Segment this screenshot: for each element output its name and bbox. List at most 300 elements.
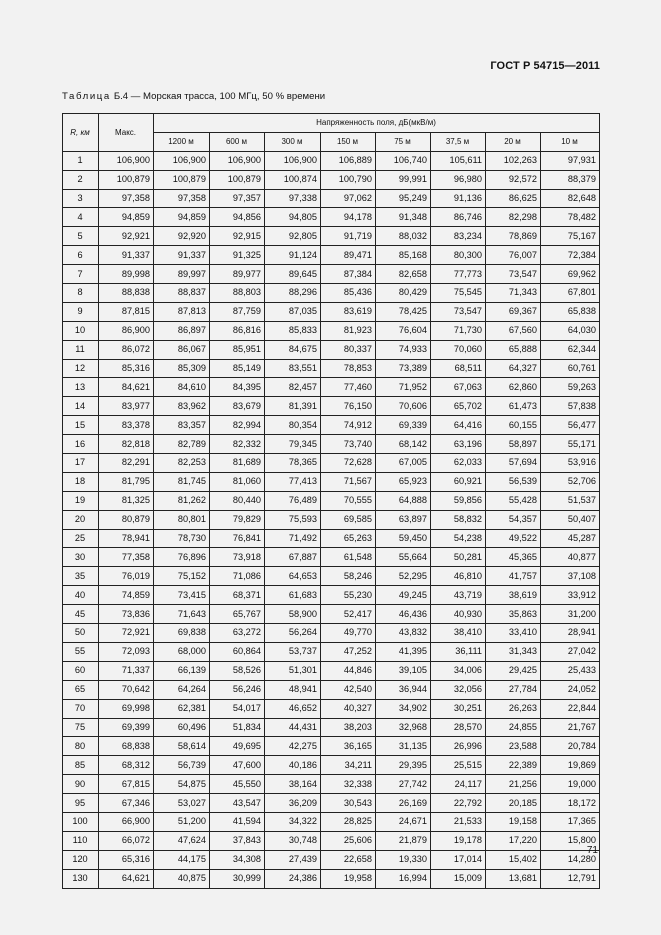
value-cell: 51,834	[210, 718, 265, 737]
value-cell: 29,425	[486, 661, 541, 680]
value-cell: 81,060	[210, 472, 265, 491]
table-row	[63, 586, 600, 605]
table-row	[63, 775, 600, 794]
value-cell: 73,740	[321, 435, 376, 454]
value-cell: 89,998	[99, 265, 154, 284]
value-cell: 15,009	[431, 869, 486, 888]
value-cell: 87,759	[210, 302, 265, 321]
value-cell: 48,941	[265, 680, 321, 699]
value-cell: 83,378	[99, 416, 154, 435]
value-cell: 85,168	[376, 246, 431, 265]
table-row	[63, 227, 600, 246]
value-cell: 20,185	[486, 794, 541, 813]
distance-km-cell: 7	[63, 265, 99, 284]
value-cell: 22,844	[541, 699, 600, 718]
table-row	[63, 246, 600, 265]
value-cell: 82,332	[210, 435, 265, 454]
value-cell: 73,918	[210, 548, 265, 567]
value-cell: 81,923	[321, 321, 376, 340]
value-cell: 27,439	[265, 850, 321, 869]
table-row	[63, 189, 600, 208]
value-cell: 54,238	[431, 529, 486, 548]
value-cell: 64,621	[99, 869, 154, 888]
value-cell: 22,389	[486, 756, 541, 775]
value-cell: 77,358	[99, 548, 154, 567]
value-cell: 44,175	[154, 850, 210, 869]
value-cell: 68,511	[431, 359, 486, 378]
value-cell: 86,746	[431, 208, 486, 227]
value-cell: 31,135	[376, 737, 431, 756]
value-cell: 32,056	[431, 680, 486, 699]
value-cell: 86,816	[210, 321, 265, 340]
value-cell: 20,784	[541, 737, 600, 756]
col-header-distance: 37,5 м	[431, 132, 486, 151]
value-cell: 38,619	[486, 586, 541, 605]
value-cell: 80,429	[376, 284, 431, 303]
value-cell: 78,365	[265, 454, 321, 473]
value-cell: 78,482	[541, 208, 600, 227]
value-cell: 69,585	[321, 510, 376, 529]
value-cell: 42,540	[321, 680, 376, 699]
value-cell: 92,915	[210, 227, 265, 246]
distance-km-cell: 4	[63, 208, 99, 227]
value-cell: 34,211	[321, 756, 376, 775]
value-cell: 57,694	[486, 454, 541, 473]
table-row	[63, 850, 600, 869]
value-cell: 80,440	[210, 491, 265, 510]
value-cell: 42,275	[265, 737, 321, 756]
value-cell: 55,428	[486, 491, 541, 510]
value-cell: 26,996	[431, 737, 486, 756]
value-cell: 17,365	[541, 812, 600, 831]
value-cell: 85,436	[321, 284, 376, 303]
value-cell: 34,308	[210, 850, 265, 869]
value-cell: 26,169	[376, 794, 431, 813]
table-row	[63, 869, 600, 888]
value-cell: 27,042	[541, 642, 600, 661]
value-cell: 68,000	[154, 642, 210, 661]
table-row	[63, 661, 600, 680]
value-cell: 30,251	[431, 699, 486, 718]
value-cell: 45,365	[486, 548, 541, 567]
table-row	[63, 170, 600, 189]
value-cell: 53,916	[541, 454, 600, 473]
value-cell: 82,648	[541, 189, 600, 208]
value-cell: 86,900	[99, 321, 154, 340]
value-cell: 21,767	[541, 718, 600, 737]
value-cell: 60,864	[210, 642, 265, 661]
value-cell: 70,642	[99, 680, 154, 699]
value-cell: 56,539	[486, 472, 541, 491]
value-cell: 41,594	[210, 812, 265, 831]
value-cell: 65,702	[431, 397, 486, 416]
value-cell: 82,298	[486, 208, 541, 227]
value-cell: 53,027	[154, 794, 210, 813]
value-cell: 60,496	[154, 718, 210, 737]
value-cell: 64,416	[431, 416, 486, 435]
value-cell: 71,643	[154, 605, 210, 624]
value-cell: 75,593	[265, 510, 321, 529]
table-row	[63, 151, 600, 170]
value-cell: 87,815	[99, 302, 154, 321]
value-cell: 28,825	[321, 812, 376, 831]
value-cell: 39,105	[376, 661, 431, 680]
value-cell: 34,902	[376, 699, 431, 718]
value-cell: 59,856	[431, 491, 486, 510]
value-cell: 76,007	[486, 246, 541, 265]
value-cell: 64,888	[376, 491, 431, 510]
value-cell: 76,150	[321, 397, 376, 416]
col-header-max: Макс.	[99, 114, 154, 152]
value-cell: 15,800	[541, 831, 600, 850]
value-cell: 51,200	[154, 812, 210, 831]
value-cell: 97,338	[265, 189, 321, 208]
value-cell: 38,164	[265, 775, 321, 794]
value-cell: 17,220	[486, 831, 541, 850]
value-cell: 86,067	[154, 340, 210, 359]
col-header-distance: 150 м	[321, 132, 376, 151]
col-header-distance: 600 м	[210, 132, 265, 151]
table-row	[63, 397, 600, 416]
value-cell: 19,000	[541, 775, 600, 794]
value-cell: 57,838	[541, 397, 600, 416]
value-cell: 83,679	[210, 397, 265, 416]
col-header-r-label: R, км	[70, 127, 90, 137]
value-cell: 12,791	[541, 869, 600, 888]
value-cell: 91,337	[154, 246, 210, 265]
distance-km-cell: 45	[63, 605, 99, 624]
value-cell: 82,658	[376, 265, 431, 284]
value-cell: 22,792	[431, 794, 486, 813]
value-cell: 80,300	[431, 246, 486, 265]
value-cell: 81,745	[154, 472, 210, 491]
value-cell: 49,695	[210, 737, 265, 756]
distance-km-cell: 55	[63, 642, 99, 661]
value-cell: 69,399	[99, 718, 154, 737]
value-cell: 58,832	[431, 510, 486, 529]
value-cell: 67,063	[431, 378, 486, 397]
caption-label: Таблица	[62, 91, 111, 102]
table-row	[63, 208, 600, 227]
value-cell: 58,897	[486, 435, 541, 454]
distance-km-cell: 25	[63, 529, 99, 548]
table-row	[63, 359, 600, 378]
value-cell: 89,471	[321, 246, 376, 265]
distance-km-cell: 130	[63, 869, 99, 888]
value-cell: 74,912	[321, 416, 376, 435]
distance-km-cell: 12	[63, 359, 99, 378]
value-cell: 40,877	[541, 548, 600, 567]
value-cell: 86,897	[154, 321, 210, 340]
value-cell: 66,900	[99, 812, 154, 831]
value-cell: 72,093	[99, 642, 154, 661]
value-cell: 49,770	[321, 624, 376, 643]
value-cell: 92,921	[99, 227, 154, 246]
value-cell: 21,533	[431, 812, 486, 831]
value-cell: 89,977	[210, 265, 265, 284]
value-cell: 84,395	[210, 378, 265, 397]
value-cell: 105,611	[431, 151, 486, 170]
value-cell: 78,941	[99, 529, 154, 548]
distance-km-cell: 19	[63, 491, 99, 510]
value-cell: 78,869	[486, 227, 541, 246]
value-cell: 34,006	[431, 661, 486, 680]
value-cell: 77,413	[265, 472, 321, 491]
value-cell: 51,537	[541, 491, 600, 510]
value-cell: 74,859	[99, 586, 154, 605]
value-cell: 74,933	[376, 340, 431, 359]
value-cell: 70,060	[431, 340, 486, 359]
value-cell: 79,345	[265, 435, 321, 454]
value-cell: 94,856	[210, 208, 265, 227]
value-cell: 65,767	[210, 605, 265, 624]
distance-km-cell: 50	[63, 624, 99, 643]
value-cell: 24,117	[431, 775, 486, 794]
value-cell: 92,920	[154, 227, 210, 246]
value-cell: 76,604	[376, 321, 431, 340]
value-cell: 41,395	[376, 642, 431, 661]
value-cell: 69,962	[541, 265, 600, 284]
value-cell: 73,547	[431, 302, 486, 321]
value-cell: 83,551	[265, 359, 321, 378]
value-cell: 19,869	[541, 756, 600, 775]
value-cell: 67,560	[486, 321, 541, 340]
value-cell: 45,287	[541, 529, 600, 548]
distance-km-cell: 35	[63, 567, 99, 586]
value-cell: 71,337	[99, 661, 154, 680]
value-cell: 64,264	[154, 680, 210, 699]
value-cell: 66,072	[99, 831, 154, 850]
value-cell: 50,281	[431, 548, 486, 567]
value-cell: 82,789	[154, 435, 210, 454]
table-row	[63, 529, 600, 548]
table-row	[63, 472, 600, 491]
value-cell: 40,327	[321, 699, 376, 718]
value-cell: 40,930	[431, 605, 486, 624]
value-cell: 82,253	[154, 454, 210, 473]
value-cell: 54,357	[486, 510, 541, 529]
value-cell: 77,773	[431, 265, 486, 284]
value-cell: 78,730	[154, 529, 210, 548]
value-cell: 100,879	[99, 170, 154, 189]
distance-km-cell: 5	[63, 227, 99, 246]
value-cell: 78,425	[376, 302, 431, 321]
value-cell: 81,689	[210, 454, 265, 473]
value-cell: 72,628	[321, 454, 376, 473]
value-cell: 38,203	[321, 718, 376, 737]
value-cell: 58,246	[321, 567, 376, 586]
value-cell: 92,805	[265, 227, 321, 246]
value-cell: 43,832	[376, 624, 431, 643]
value-cell: 24,386	[265, 869, 321, 888]
value-cell: 75,167	[541, 227, 600, 246]
distance-km-cell: 11	[63, 340, 99, 359]
distance-km-cell: 6	[63, 246, 99, 265]
value-cell: 71,952	[376, 378, 431, 397]
value-cell: 67,887	[265, 548, 321, 567]
value-cell: 73,389	[376, 359, 431, 378]
value-cell: 49,522	[486, 529, 541, 548]
value-cell: 46,810	[431, 567, 486, 586]
value-cell: 36,944	[376, 680, 431, 699]
value-cell: 43,719	[431, 586, 486, 605]
distance-km-cell: 16	[63, 435, 99, 454]
value-cell: 32,968	[376, 718, 431, 737]
col-header-r	[63, 114, 99, 152]
value-cell: 75,545	[431, 284, 486, 303]
value-cell: 49,245	[376, 586, 431, 605]
table-row	[63, 435, 600, 454]
value-cell: 81,391	[265, 397, 321, 416]
value-cell: 15,402	[486, 850, 541, 869]
value-cell: 30,999	[210, 869, 265, 888]
value-cell: 31,200	[541, 605, 600, 624]
table-caption	[62, 91, 325, 102]
value-cell: 80,337	[321, 340, 376, 359]
table-row	[63, 416, 600, 435]
value-cell: 91,337	[99, 246, 154, 265]
value-cell: 83,357	[154, 416, 210, 435]
value-cell: 91,348	[376, 208, 431, 227]
value-cell: 28,570	[431, 718, 486, 737]
value-cell: 89,645	[265, 265, 321, 284]
table-row	[63, 812, 600, 831]
value-cell: 94,859	[99, 208, 154, 227]
distance-km-cell: 100	[63, 812, 99, 831]
distance-km-cell: 40	[63, 586, 99, 605]
value-cell: 73,415	[154, 586, 210, 605]
value-cell: 71,343	[486, 284, 541, 303]
standard-id: ГОСТ Р 54715—2011	[490, 60, 600, 72]
value-cell: 80,879	[99, 510, 154, 529]
value-cell: 46,436	[376, 605, 431, 624]
table-row	[63, 680, 600, 699]
distance-km-cell: 17	[63, 454, 99, 473]
distance-km-cell: 18	[63, 472, 99, 491]
table-row	[63, 302, 600, 321]
value-cell: 65,923	[376, 472, 431, 491]
value-cell: 17,014	[431, 850, 486, 869]
value-cell: 81,795	[99, 472, 154, 491]
value-cell: 83,234	[431, 227, 486, 246]
value-cell: 50,407	[541, 510, 600, 529]
value-cell: 87,813	[154, 302, 210, 321]
table-row	[63, 265, 600, 284]
value-cell: 71,492	[265, 529, 321, 548]
value-cell: 72,384	[541, 246, 600, 265]
value-cell: 28,941	[541, 624, 600, 643]
value-cell: 100,874	[265, 170, 321, 189]
value-cell: 61,548	[321, 548, 376, 567]
value-cell: 106,740	[376, 151, 431, 170]
table-row	[63, 378, 600, 397]
distance-km-cell: 13	[63, 378, 99, 397]
distance-km-cell: 110	[63, 831, 99, 850]
value-cell: 88,837	[154, 284, 210, 303]
value-cell: 78,853	[321, 359, 376, 378]
value-cell: 26,263	[486, 699, 541, 718]
value-cell: 81,262	[154, 491, 210, 510]
value-cell: 91,719	[321, 227, 376, 246]
distance-km-cell: 60	[63, 661, 99, 680]
value-cell: 22,658	[321, 850, 376, 869]
value-cell: 60,921	[431, 472, 486, 491]
value-cell: 88,032	[376, 227, 431, 246]
distance-km-cell: 2	[63, 170, 99, 189]
value-cell: 60,761	[541, 359, 600, 378]
value-cell: 30,748	[265, 831, 321, 850]
value-cell: 67,005	[376, 454, 431, 473]
value-cell: 97,931	[541, 151, 600, 170]
value-cell: 86,072	[99, 340, 154, 359]
table-row	[63, 737, 600, 756]
value-cell: 95,249	[376, 189, 431, 208]
value-cell: 83,962	[154, 397, 210, 416]
distance-km-cell: 90	[63, 775, 99, 794]
value-cell: 63,897	[376, 510, 431, 529]
value-cell: 25,433	[541, 661, 600, 680]
distance-km-cell: 8	[63, 284, 99, 303]
table-row	[63, 831, 600, 850]
value-cell: 100,879	[154, 170, 210, 189]
value-cell: 59,450	[376, 529, 431, 548]
value-cell: 106,900	[99, 151, 154, 170]
value-cell: 59,263	[541, 378, 600, 397]
value-cell: 29,395	[376, 756, 431, 775]
table-row	[63, 642, 600, 661]
value-cell: 82,994	[210, 416, 265, 435]
value-cell: 91,124	[265, 246, 321, 265]
value-cell: 106,900	[265, 151, 321, 170]
value-cell: 47,624	[154, 831, 210, 850]
distance-km-cell: 120	[63, 850, 99, 869]
value-cell: 76,841	[210, 529, 265, 548]
value-cell: 88,803	[210, 284, 265, 303]
value-cell: 97,357	[210, 189, 265, 208]
distance-km-cell: 85	[63, 756, 99, 775]
value-cell: 106,889	[321, 151, 376, 170]
table-row	[63, 510, 600, 529]
value-cell: 56,739	[154, 756, 210, 775]
value-cell: 19,158	[486, 812, 541, 831]
value-cell: 79,829	[210, 510, 265, 529]
distance-km-cell: 9	[63, 302, 99, 321]
value-cell: 65,316	[99, 850, 154, 869]
distance-km-cell: 15	[63, 416, 99, 435]
value-cell: 81,325	[99, 491, 154, 510]
value-cell: 97,062	[321, 189, 376, 208]
value-cell: 58,614	[154, 737, 210, 756]
value-cell: 76,019	[99, 567, 154, 586]
distance-km-cell: 30	[63, 548, 99, 567]
value-cell: 69,998	[99, 699, 154, 718]
value-cell: 54,875	[154, 775, 210, 794]
value-cell: 65,838	[541, 302, 600, 321]
value-cell: 19,330	[376, 850, 431, 869]
value-cell: 91,136	[431, 189, 486, 208]
value-cell: 85,309	[154, 359, 210, 378]
value-cell: 66,139	[154, 661, 210, 680]
value-cell: 69,367	[486, 302, 541, 321]
value-cell: 88,296	[265, 284, 321, 303]
value-cell: 99,991	[376, 170, 431, 189]
value-cell: 62,381	[154, 699, 210, 718]
value-cell: 67,815	[99, 775, 154, 794]
value-cell: 65,263	[321, 529, 376, 548]
value-cell: 67,346	[99, 794, 154, 813]
value-cell: 82,457	[265, 378, 321, 397]
value-cell: 76,489	[265, 491, 321, 510]
